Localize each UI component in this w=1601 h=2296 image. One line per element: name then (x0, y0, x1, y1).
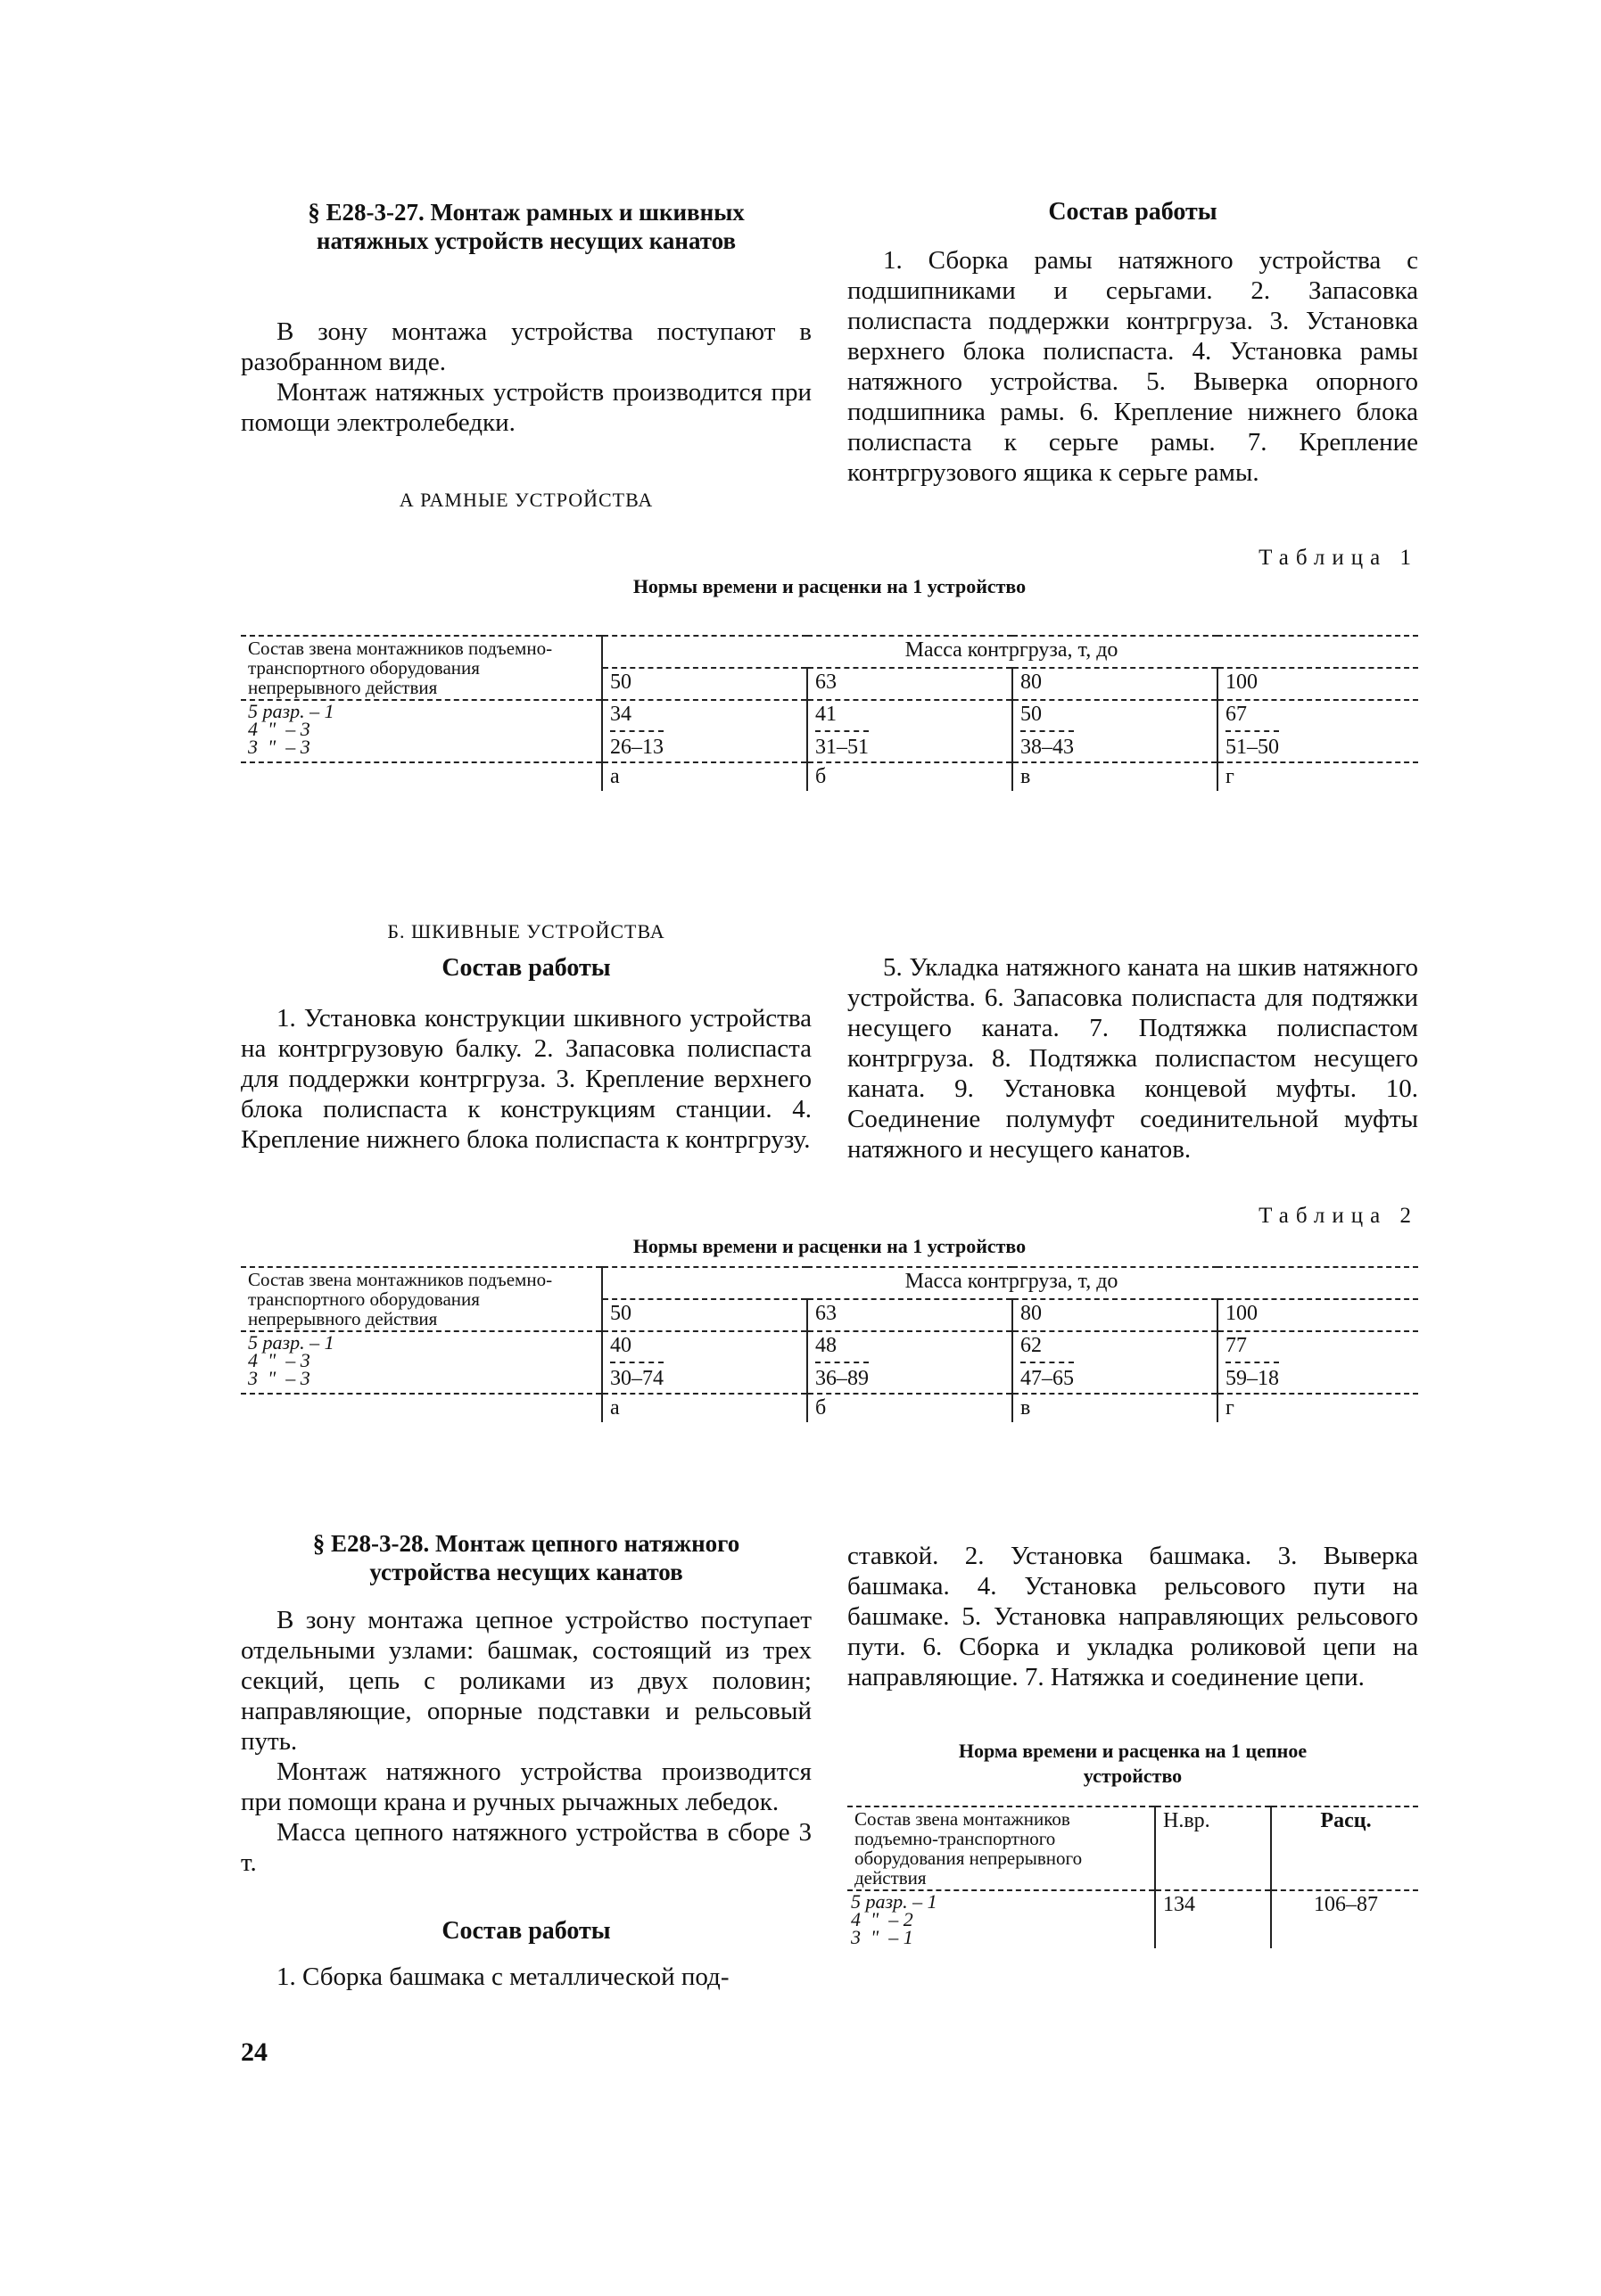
table1-column-letter: б (807, 762, 1012, 791)
section-28-title-line2: устройства несущих канатов (369, 1559, 683, 1585)
composition-28-heading: Состав работы (442, 1917, 611, 1945)
table2-column-letter: в (1012, 1394, 1217, 1422)
table1-label: Таблица 1 (1259, 546, 1418, 570)
section-27-title-line1: § Е28-3-27. Монтаж рамных и шкивных (308, 199, 745, 226)
table1-col-header: 50 (602, 668, 807, 700)
table2-col-header: 50 (602, 1299, 807, 1331)
section-27-intro (241, 317, 812, 438)
table1-rate: 31–51 (815, 736, 869, 759)
intro-paragraph-1: В зону монтажа устройства поступают в разобранном виде. (241, 317, 812, 376)
table1-col-header: 63 (807, 668, 1012, 700)
composition-28-left-paragraph: 1. Сборка башмака с металлической под- (276, 1963, 730, 1991)
section-28-title-line1: § Е28-3-28. Монтаж цепного натяжного (312, 1530, 740, 1557)
table1-col-header: 100 (1217, 668, 1418, 700)
table3-norm-header: Н.вр. (1155, 1806, 1271, 1890)
table1-norm: 34 (610, 703, 664, 732)
composition-a-paragraph: 1. Сборка рамы натяжного устройства с подшипниками и серьгами. 2. Запасовка полиспаста поддержки контргруза. 3. Установка верхнего блока полиспаста. 4. Установка рамы натяжного устройства. 5. Выверка опорного подшипника рамы. 6. Крепление нижнего блока полиспаста к серьге рамы. 7. Крепление контргрузового ящика к серьге рамы. (847, 246, 1418, 487)
composition-a-text (847, 245, 1418, 488)
table3-crew-header: Состав звена монтажников подъемно-транспортного оборудования непрерывного действия (854, 1808, 1083, 1889)
table2-norm: 40 (610, 1334, 664, 1363)
table1 (241, 635, 1418, 791)
table1-crew: 5 разр. – 1 4 " – 3 3 " – 3 (248, 700, 334, 758)
composition-b-left (241, 1003, 812, 1155)
table3-title: Норма времени и расценка на 1 цепное устройство (958, 1740, 1308, 1787)
table1-norm: 41 (815, 703, 869, 732)
section-28-title (241, 1529, 812, 1586)
table2-title: Нормы времени и расценки на 1 устройство (632, 1235, 1027, 1257)
table2-col-header: 100 (1217, 1299, 1418, 1331)
composition-28-right (847, 1541, 1418, 1692)
table2-crew: 5 разр. – 1 4 " – 3 3 " – 3 (248, 1331, 334, 1389)
table2-col-header: 63 (807, 1299, 1012, 1331)
table2-column-letter: г (1217, 1394, 1418, 1422)
table1-column-letter: а (602, 762, 807, 791)
table3-rate-header: Расц. (1271, 1806, 1418, 1890)
table2 (241, 1266, 1418, 1422)
table2-label: Таблица 2 (1259, 1204, 1418, 1228)
section-28-paragraph-2: Монтаж натяжного устройства производится при помощи крана и ручных рычажных лебедок. (241, 1757, 812, 1816)
table1-col-header: 80 (1012, 668, 1217, 700)
table1-mass-header: Масса контргруза, т, до (602, 636, 1418, 668)
table2-norm: 77 (1226, 1334, 1279, 1363)
table2-norm: 62 (1020, 1334, 1074, 1363)
composition-b-right (847, 952, 1418, 1164)
subsection-b-heading: Б. ШКИВНЫЕ УСТРОЙСТВА (387, 920, 665, 942)
table3-norm: 134 (1155, 1890, 1271, 1948)
table2-col-header: 80 (1012, 1299, 1217, 1331)
composition-b-left-paragraph: 1. Установка конструкции шкивного устройства на контргрузовую балку. 2. Запасовка полиспаста для поддержки контргруза. 3. Крепление верхнего блока полиспаста к конструкциям станции. 4. Крепление нижнего блока полиспаста к контргрузу. (241, 1004, 812, 1154)
composition-a-heading: Состав работы (1048, 198, 1217, 226)
table3 (847, 1806, 1418, 1948)
table2-rate: 47–65 (1020, 1367, 1074, 1390)
table2-column-letter: б (807, 1394, 1012, 1422)
section-28-body (241, 1605, 812, 1878)
section-28-paragraph-3: Масса цепного натяжного устройства в сборе 3 т. (241, 1818, 812, 1877)
table2-rate: 36–89 (815, 1367, 869, 1390)
composition-b-right-paragraph: 5. Укладка натяжного каната на шкив натяжного устройства. 6. Запасовка полиспаста для подтяжки несущего каната. 7. Подтяжка полиспастом контргруза. 8. Подтяжка полиспастом несущего каната. 9. Установка концевой муфты. 10. Соединение полумуфт соединительной муфты натяжного и несущего канатов. (847, 953, 1418, 1164)
table1-column-letter: в (1012, 762, 1217, 791)
table2-rate: 59–18 (1226, 1367, 1279, 1390)
section-27-title-line2: натяжных устройств несущих канатов (316, 227, 737, 254)
composition-28-right-paragraph: ставкой. 2. Установка башмака. 3. Выверка башмака. 4. Установка рельсового пути на башмаке. 5. Установка направляющих рельсового пути. 6. Сборка и укладка роликовой цепи на направляющие. 7. Натяжка и соединение цепи. (847, 1542, 1418, 1691)
table1-rate: 26–13 (610, 736, 664, 759)
table2-column-letter: а (602, 1394, 807, 1422)
table3-crew: 5 разр. – 1 4 " – 2 3 " – 1 (851, 1890, 937, 1948)
page-number: 24 (241, 2037, 268, 2067)
table1-rate: 51–50 (1226, 736, 1279, 759)
section-28-paragraph-1: В зону монтажа цепное устройство поступает отдельными узлами: башмак, состоящий из трех секций, цепь с роликами из двух половин; направляющие, опорные подставки и рельсовый путь. (241, 1606, 812, 1756)
subsection-a-heading: А РАМНЫЕ УСТРОЙСТВА (399, 489, 654, 511)
table1-column-letter: г (1217, 762, 1418, 791)
intro-paragraph-2: Монтаж натяжных устройств производится при помощи электролебедки. (241, 378, 812, 437)
table2-mass-header: Масса контргруза, т, до (602, 1267, 1418, 1299)
table1-norm: 67 (1226, 703, 1279, 732)
table2-rate: 30–74 (610, 1367, 664, 1390)
composition-28-left (241, 1962, 812, 1992)
composition-b-heading: Состав работы (442, 954, 611, 982)
table1-title: Нормы времени и расценки на 1 устройство (632, 575, 1027, 597)
table1-rate: 38–43 (1020, 736, 1074, 759)
table1-crew-header: Состав звена монтажников подъемно-транспортного оборудования непрерывного действия (248, 638, 553, 698)
table2-crew-header: Состав звена монтажников подъемно-транспортного оборудования непрерывного действия (248, 1269, 553, 1329)
table3-rate: 106–87 (1271, 1890, 1418, 1948)
table2-norm: 48 (815, 1334, 869, 1363)
table1-norm: 50 (1020, 703, 1074, 732)
section-27-title (241, 198, 812, 255)
